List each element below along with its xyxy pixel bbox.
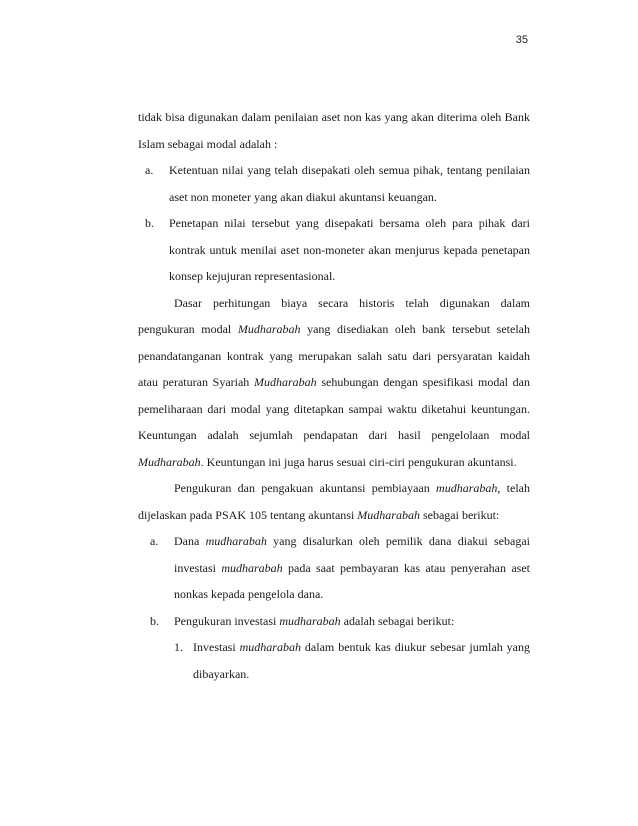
italic-term: mudharabah	[436, 481, 498, 495]
text-run: sebagai berikut:	[419, 507, 500, 522]
list-marker: b.	[145, 216, 154, 230]
list-marker: a.	[145, 163, 154, 177]
text-run: Dasar perhitungan biaya secara historis telah digunakan dalam pengukuran modal	[138, 295, 530, 336]
list-item	[138, 528, 530, 608]
text-run: Pengukuran investasi	[174, 613, 280, 628]
italic-term: mudharabah	[279, 613, 341, 628]
list-item	[138, 157, 530, 210]
italic-term: Mudharabah	[357, 507, 420, 522]
page-number: 35	[515, 34, 528, 46]
list-item-text: Ketentuan nilai yang telah disepakati oleh semua pihak, tentang penilaian aset non moneter yang akan diakui akuntansi keuangan.	[169, 163, 530, 204]
text-run: dalam bentuk kas diukur sebesar jumlah yang dibayarkan.	[193, 640, 530, 681]
italic-term: mudharabah	[221, 560, 283, 575]
document-body	[138, 104, 530, 687]
text-run: sehubungan dengan spesifikasi modal dan pemeliharaan dari modal yang ditetapkan sampai waktu diketahui keuntungan. Keuntungan adalah sejumlah pendapatan dari hasil pengelolaan modal	[138, 375, 530, 442]
text-run: adalah sebagai berikut:	[340, 613, 455, 628]
text-run: Investasi	[193, 640, 240, 654]
list-item	[138, 608, 530, 635]
paragraph-2	[138, 290, 530, 476]
list-marker: a.	[150, 534, 159, 548]
italic-term: Mudharabah	[253, 375, 317, 389]
italic-term: Mudharabah	[138, 454, 201, 469]
text-run: , telah dijelaskan pada PSAK 105 tentang akuntansi	[138, 481, 530, 522]
text-run: yang disalurkan oleh pemilik dana diakui sebagai investasi	[174, 534, 530, 575]
list-item-text	[174, 528, 530, 608]
italic-term: mudharabah	[239, 640, 301, 654]
list-item-text	[193, 634, 530, 687]
italic-term: mudharabah	[205, 534, 267, 548]
text-run: yang disediakan oleh bank tersebut setelah penandatanganan kontrak yang merupakan salah satu dari persyaratan kaidah atau peraturan Syariah	[138, 322, 530, 389]
text-run: . Keuntungan ini juga harus sesuai ciri-ciri pengukuran akuntansi.	[200, 454, 517, 469]
text-run: pada saat pembayaran kas atau penyerahan aset nonkas kepada pengelola dana.	[174, 560, 530, 601]
italic-term: Mudharabah	[237, 322, 301, 336]
text-run: Pengukuran dan pengakuan akuntansi pembiayaan	[174, 481, 437, 495]
psak-list	[138, 528, 530, 687]
list-marker: b.	[150, 613, 159, 628]
paragraph-1: tidak bisa digunakan dalam penilaian aset non kas yang akan diterima oleh Bank Islam sebagai modal adalah :	[138, 110, 530, 151]
sub-list-item	[174, 634, 530, 687]
list-item	[138, 210, 530, 290]
list-item-text	[174, 608, 530, 635]
text-run: Dana	[174, 534, 206, 548]
criteria-list	[138, 157, 530, 290]
list-item-text: Penetapan nilai tersebut yang disepakati bersama oleh para pihak dari kontrak untuk menilai aset non-moneter akan menjurus kepada penetapan konsep kejujuran representasional.	[169, 216, 530, 283]
list-marker: 1.	[174, 640, 183, 654]
paragraph-3	[138, 475, 530, 528]
